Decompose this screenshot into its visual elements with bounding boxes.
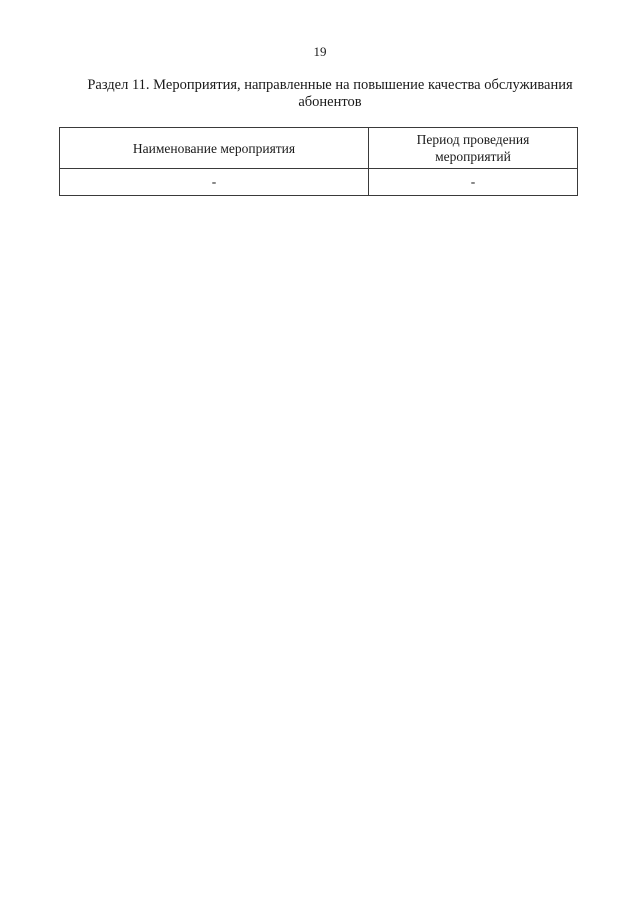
table-row [60,169,578,196]
header-period-line-1: Период проведения [416,132,530,147]
cell-measure-name: - [60,169,369,196]
section-title-line-2: абонентов [298,94,362,110]
header-period-line-2: мероприятий [435,149,511,164]
header-measure-period [369,128,578,169]
header-measure-name: Наименование мероприятия [60,128,369,169]
measures-table [59,127,578,196]
section-title [60,77,600,111]
page-number: 19 [313,44,327,59]
cell-measure-period: - [369,169,578,196]
section-title-line-1: Раздел 11. Мероприятия, направленные на повышение качества обслуживания [87,77,573,93]
table-header-row [60,128,578,169]
